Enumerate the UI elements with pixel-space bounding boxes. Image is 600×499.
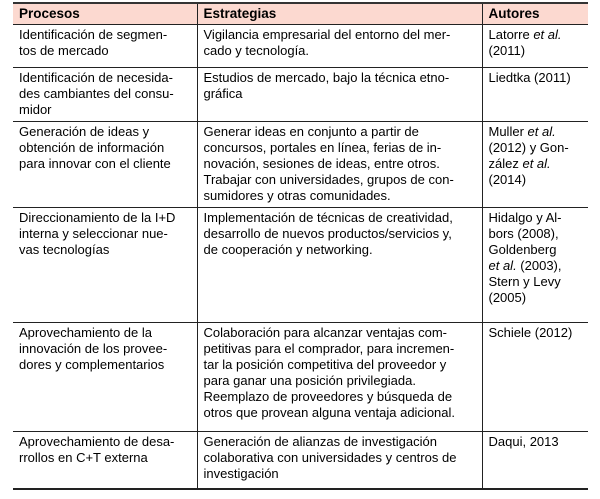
- cell-estrategia: [197, 68, 482, 122]
- cell-proceso-line: des cambiantes del consu-: [19, 86, 174, 101]
- cell-autores-line: [489, 210, 583, 226]
- cell-proceso: [13, 25, 197, 68]
- cell-proceso-line: para innovar con el cliente: [19, 156, 171, 171]
- cell-proceso-line: obtención de información: [19, 140, 165, 155]
- cell-proceso-line: Generación de ideas y: [19, 124, 150, 139]
- cell-estrategia-line: para ganar una posición privilegiada.: [203, 373, 416, 388]
- cell-estrategia-line: Colaboración para alcanzar ventajas com-: [203, 325, 448, 340]
- cell-estrategia-line: tar la posición competitiva del proveedor y: [203, 357, 447, 372]
- cell-proceso-line: rrollos en C+T externa: [19, 450, 148, 465]
- cell-proceso: [13, 208, 197, 323]
- author-text: (2014): [488, 172, 527, 187]
- cell-autores-line: [489, 70, 583, 86]
- cell-estrategia-line: petitivas para el comprador, para incremen-: [203, 341, 455, 356]
- author-text: Schiele (2012): [488, 325, 573, 340]
- cell-proceso-line: Aprovechamiento de desa-: [19, 434, 175, 449]
- table-row: [13, 122, 588, 208]
- cell-estrategia-line: gráfica: [203, 86, 243, 101]
- cell-proceso-line: tos de mercado: [19, 43, 109, 58]
- table-row: [13, 25, 588, 68]
- cell-autores-line: [489, 124, 583, 140]
- author-text: Daqui, 2013: [488, 434, 559, 449]
- cell-estrategia: [197, 122, 482, 208]
- author-text: Stern y Levy: [488, 274, 561, 289]
- cell-autores-line: [489, 290, 583, 306]
- author-text: (2011): [488, 43, 526, 58]
- author-text: Muller: [488, 124, 528, 139]
- cell-estrategia: [197, 432, 482, 489]
- cell-autores-line: [489, 434, 583, 450]
- processes-table: [13, 2, 588, 490]
- header-estrategias: Estrategias: [197, 3, 482, 25]
- cell-autores-line: [489, 258, 583, 274]
- cell-proceso-line: vas tecnologías: [19, 242, 110, 257]
- author-text: Latorre: [488, 27, 534, 42]
- author-text-suffix: (2003),: [516, 258, 562, 273]
- author-etal: et al.: [533, 27, 562, 42]
- cell-estrategia-line: Generación de alianzas de investigación: [203, 434, 437, 449]
- cell-proceso: [13, 68, 197, 122]
- author-text: Liedtka (2011): [488, 70, 571, 85]
- header-row: [13, 3, 588, 25]
- cell-autores: [482, 122, 588, 208]
- cell-autores-line: [489, 156, 583, 172]
- cell-estrategia-line: novación, sesiones de ideas, entre otros.: [203, 156, 440, 171]
- cell-proceso-line: Identificación de segmen-: [19, 27, 168, 42]
- cell-autores-line: [489, 325, 583, 341]
- table-row: [13, 68, 588, 122]
- cell-proceso-line: Identificación de necesida-: [19, 70, 173, 85]
- cell-autores: [482, 432, 588, 489]
- cell-estrategia-line: Trabajar con universidades, grupos de con-: [203, 172, 454, 187]
- author-text: Hidalgo y Al-: [488, 210, 562, 225]
- author-etal: et al.: [527, 124, 556, 139]
- cell-autores: [482, 68, 588, 122]
- cell-autores-line: [489, 140, 583, 156]
- author-text: zález: [488, 156, 523, 171]
- cell-autores-line: [489, 274, 583, 290]
- cell-autores-line: [489, 43, 583, 59]
- header-procesos: Procesos: [13, 3, 197, 25]
- author-etal: et al.: [522, 156, 551, 171]
- cell-estrategia-line: colaborativa con universidades y centros de: [203, 450, 457, 465]
- cell-proceso-line: Direccionamiento de la I+D: [19, 210, 176, 225]
- cell-estrategia-line: Reemplazo de proveedores y búsqueda de: [203, 389, 453, 404]
- cell-estrategia-line: Implementación de técnicas de creatividad,: [203, 210, 453, 225]
- cell-proceso-line: dores y complementarios: [19, 357, 165, 372]
- cell-proceso-line: Aprovechamiento de la: [19, 325, 152, 340]
- cell-proceso-line: innovación de los provee-: [19, 341, 168, 356]
- cell-autores-line: [489, 226, 583, 242]
- cell-autores: [482, 25, 588, 68]
- author-text: (2012) y Gon-: [488, 140, 569, 155]
- cell-estrategia-line: concursos, portales en línea, ferias de in-: [203, 140, 442, 155]
- cell-autores-line: [489, 172, 583, 188]
- table-row: [13, 432, 588, 489]
- cell-proceso-line: midor: [19, 102, 52, 117]
- cell-estrategia-line: sumidores y otras comunidades.: [203, 188, 391, 203]
- cell-autores-line: [489, 242, 583, 258]
- table-row: [13, 208, 588, 323]
- cell-estrategia-line: de cooperación y networking.: [203, 242, 373, 257]
- cell-estrategia-line: Generar ideas en conjunto a partir de: [203, 124, 419, 139]
- cell-proceso: [13, 432, 197, 489]
- cell-estrategia: [197, 25, 482, 68]
- author-text: Goldenberg: [488, 242, 557, 257]
- author-text: bors (2008),: [488, 226, 559, 241]
- cell-estrategia: [197, 323, 482, 432]
- cell-proceso: [13, 122, 197, 208]
- header-autores: Autores: [482, 3, 588, 25]
- cell-estrategia-line: otros que provean alguna ventaja adicional.: [203, 405, 456, 420]
- cell-estrategia-line: desarrollo de nuevos productos/servicios y,: [203, 226, 452, 241]
- cell-proceso: [13, 323, 197, 432]
- cell-estrategia-line: Vigilancia empresarial del entorno del mer-: [203, 27, 451, 42]
- cell-estrategia-line: Estudios de mercado, bajo la técnica etno-: [203, 70, 450, 85]
- cell-estrategia-line: cado y tecnología.: [203, 43, 310, 58]
- author-etal: et al.: [488, 258, 517, 273]
- author-text: (2005): [488, 290, 527, 305]
- cell-autores-line: [489, 27, 583, 43]
- cell-proceso-line: interna y seleccionar nue-: [19, 226, 168, 241]
- cell-autores: [482, 323, 588, 432]
- cell-estrategia: [197, 208, 482, 323]
- table-row: [13, 323, 588, 432]
- cell-autores: [482, 208, 588, 323]
- cell-estrategia-line: investigación: [203, 466, 279, 481]
